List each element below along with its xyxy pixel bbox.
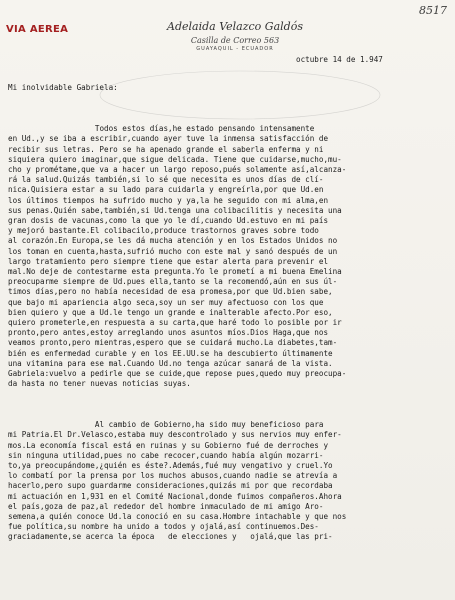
line: fue política,su nombre ha unido a todos y ojalá,así continuemos.Des- [8, 522, 319, 532]
line: graciadamente,se acerca la época de elecciones y ojalá,que las pri- [8, 532, 333, 542]
line: al corazón.En Europa,se les dá mucha atención y en los Estados Unidos no [8, 236, 338, 246]
line: quiero prometerle,en respuesta a su carta,que haré todo lo posible por ir [8, 318, 342, 328]
letterhead-city: GUAYAQUIL - ECUADOR [196, 46, 274, 52]
line: recibir sus letras. Pero se ha apenado grande el saberla enferma y ni [8, 144, 324, 154]
paragraph-2 [8, 410, 448, 553]
line: una vitamina para ese mal.Cuando Ud.no tenga azúcar sanará de la vista. [8, 358, 333, 368]
line: mi actuación en 1,931 en el Comité Nacional,donde fuimos compañeros.Ahora [8, 491, 342, 501]
line: siquiera quiero imaginar,que sigue delicada. Tiene que cuidarse,mucho,mu- [8, 154, 342, 164]
line: mi Patria.El Dr.Velasco,estaba muy descontrolado y sus nervios muy enfer- [8, 430, 342, 440]
line: largo tratamiento pero siempre tiene que estar alerta para prevenir el [8, 256, 329, 266]
archive-number: 8517 [419, 4, 447, 17]
line: mos.La economía fiscal está en ruinas y su Gobierno fué de derroches y [8, 440, 329, 450]
line: to,ya preocupándome,¿quién es éste?.Además,fué muy vengativo y cruel.Yo [8, 460, 333, 470]
line: hacerlo,pero supo guardarme consideraciones,quizás mi por que recordaba [8, 481, 333, 491]
salutation: Mi inolvidable Gabriela: [8, 83, 118, 93]
line: timos días,pero no había necesidad de esa promesa,por que Ud.bien sabe, [8, 287, 333, 297]
letterhead-box: Casilla de Correo 563 [190, 36, 280, 45]
line: veamos pronto,pero mientras,espero que se cuidará mucho.La diabetes,tam- [8, 338, 338, 348]
letter-body [8, 63, 448, 573]
airmail-stamp: VIA AEREA [6, 24, 69, 35]
line: los últimos tiempos ha sufrido mucho y ya,la he seguido con mi alma,en [8, 195, 329, 205]
line: cho y prométame,que va a hacer un largo reposo,pués solamente así,alcanza- [8, 165, 347, 175]
line: semena,a quién conoce Ud.la conoció en su casa.Hombre intachable y que nos [8, 511, 347, 521]
line: Todos estos días,he estado pensando intensamente [35, 124, 315, 134]
line: rá la salud.Quizás también,si lo sé que necesita es unos días de clí- [8, 175, 324, 185]
line: y mejoró bastante.El colibacilo,produce trastornos graves sobre todo [8, 226, 319, 236]
line: nica.Quisiera estar a su lado para cuidarla y engreírla,por que Ud.en [8, 185, 324, 195]
line: el país,goza de paz,al rededor del hombre inmaculado de mi amigo Aro- [8, 501, 324, 511]
letter-date: octubre 14 de 1.947 [296, 55, 383, 64]
line: da hasta no tener nuevas noticias suyas. [8, 379, 191, 389]
line: Al cambio de Gobierno,ha sido muy beneficioso para [35, 420, 324, 430]
line: Gabriela:vuelvo a pedirle que se cuide,que repose pues,quedo muy preocupa- [8, 369, 347, 379]
line: gran dosis de vacunas,como la que yo le dí,cuando Ud.estuvo en mi país [8, 216, 329, 226]
line: que bajo mi apariencia algo seca,soy un ser muy afectuoso con los que [8, 297, 324, 307]
letterhead [150, 20, 320, 52]
line: los toman en cuenta,hasta,sufrió mucho con este mal y sanó después de un [8, 246, 338, 256]
line: bién es enfermedad curable y en los EE.UU.se ha descubierto últimamente [8, 348, 333, 358]
paragraph-1 [8, 114, 448, 400]
letterhead-name: Adelaida Velazco Galdós [167, 20, 303, 33]
line: mal.No deje de contestarme esta pregunta.Yo le prometí a mi buena Emelina [8, 267, 342, 277]
line: lo combatí por la prensa por los muchos abusos,cuando nadie se atrevía a [8, 471, 338, 481]
line: bien quiero y que a Ud.le tengo un grande e inalterable afecto.Por eso, [8, 307, 333, 317]
line: sus penas.Quién sabe,también,si Ud.tenga una colibacilitis y necesita una [8, 205, 342, 215]
line: en Ud.,y se iba a escribir,cuando ayer tuve la inmensa satisfacción de [8, 134, 329, 144]
line: pronto,pero antes,estoy arreglando unos asuntos míos.Dios Haga,que nos [8, 328, 329, 338]
line: sin ninguna utilidad,pues no cabe recocer,cuando había algún mozarri- [8, 450, 324, 460]
line: preocuparme siempre de Ud.pues ella,tanto se la recomendó,aún en sus úl- [8, 277, 338, 287]
